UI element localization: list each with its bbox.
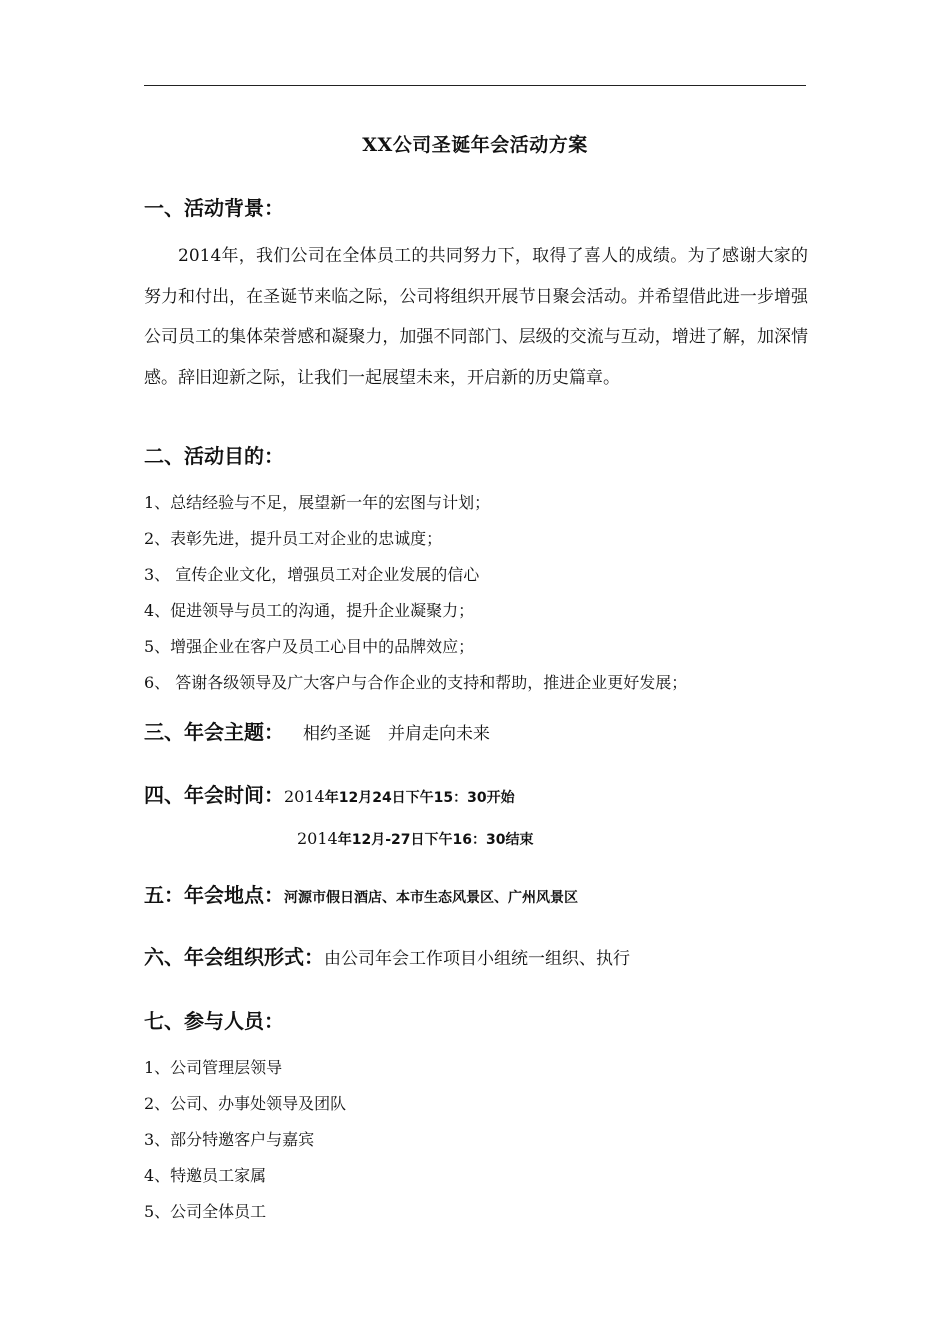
time-start-rest: 年12月24日下午15：30开始 xyxy=(324,790,515,806)
participant-item: 1、公司管理层领导 xyxy=(144,1058,283,1077)
theme-heading-label: 三、年会主题： xyxy=(144,720,284,744)
heading-theme xyxy=(144,716,490,745)
time-end-rest: 年12月-27日下午16：30结束 xyxy=(337,832,534,848)
time-heading-label: 四、年会时间： xyxy=(144,783,284,807)
heading-participants: 七、参与人员： xyxy=(144,1009,284,1033)
heading-place xyxy=(144,879,578,908)
place-value: 河源市假日酒店、本市生态风景区、广州风景区 xyxy=(284,890,578,906)
theme-value: 相约圣诞 并肩走向未来 xyxy=(302,724,490,744)
background-paragraph: 2014年，我们公司在全体员工的共同努力下，取得了喜人的成绩。为了感谢大家的努力和付出，在圣诞节来临之际，公司将组织开展节日聚会活动。并希望借此进一步增强公司员工的集体荣誉感和凝聚力，加强不同部门、层级的交流与互动，增进了解，加深情感。辞旧迎新之际，让我们一起展望未来，开启新的历史篇章。 xyxy=(144,246,808,388)
purpose-item: 3、 宣传企业文化，增强员工对企业发展的信心 xyxy=(144,565,480,584)
purpose-item: 5、增强企业在客户及员工心目中的品牌效应； xyxy=(144,637,475,656)
participant-item: 2、公司、办事处领导及团队 xyxy=(144,1094,347,1113)
purpose-item: 4、促进领导与员工的沟通，提升企业凝聚力； xyxy=(144,601,475,620)
participant-item: 3、部分特邀客户与嘉宾 xyxy=(144,1130,315,1149)
document-title: XX公司圣诞年会活动方案 xyxy=(362,134,588,156)
heading-purpose: 二、活动目的： xyxy=(144,444,284,468)
place-heading-label: 五：年会地点： xyxy=(144,883,284,907)
time-end-year: 2014 xyxy=(297,829,338,848)
time-start-year: 2014 xyxy=(284,787,325,806)
participant-item: 4、特邀员工家属 xyxy=(144,1166,267,1185)
purpose-item: 2、表彰先进，提升员工对企业的忠诚度； xyxy=(144,529,443,548)
purpose-item: 6、 答谢各级领导及广大客户与合作企业的支持和帮助，推进企业更好发展； xyxy=(144,673,688,692)
heading-time xyxy=(144,779,515,808)
heading-background: 一、活动背景： xyxy=(144,196,284,220)
organization-value: 由公司年会工作项目小组统一组织、执行 xyxy=(324,949,630,969)
purpose-item: 1、总结经验与不足，展望新一年的宏图与计划； xyxy=(144,493,491,512)
header-rule xyxy=(144,85,806,86)
time-end xyxy=(297,829,533,849)
participant-item: 5、公司全体员工 xyxy=(144,1202,267,1221)
organization-heading-label: 六、年会组织形式： xyxy=(144,945,324,969)
heading-organization xyxy=(144,941,630,970)
